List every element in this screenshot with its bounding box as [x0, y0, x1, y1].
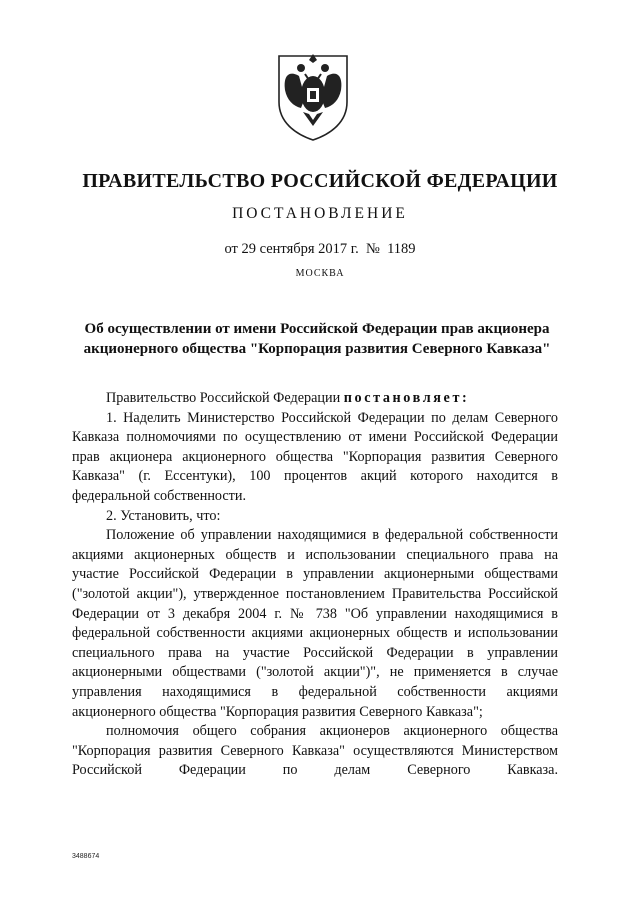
resolves-text: постановляет:: [343, 390, 470, 406]
document-type: ПОСТАНОВЛЕНИЕ: [232, 205, 408, 222]
document-code: 3488674: [72, 853, 100, 860]
intro-paragraph: [72, 389, 558, 409]
intro-text: Правительство Российской Федерации: [106, 390, 341, 406]
decree-body: [72, 389, 558, 781]
paragraph-1: 1. Наделить Министерство Российской Федерации по делам Северного Кавказа полномочиями по осуществлению от имени Российской Федерации прав акционера акционерного общества "Корпорация развития Северного Кавказа" (г. Ессентуки), 100 процентов акций которого находится в федеральной собственности.: [72, 409, 558, 504]
paragraph-4: полномочия общего собрания акционеров акционерного общества "Корпорация развития Северного Кавказа" осуществляются Министерством Российской Федерации по делам Северного Кавказа.: [72, 723, 558, 779]
decree-title: Об осуществлении от имени Российской Федерации прав акционера акционерного общества "Корпорация развития Северного Кавказа": [83, 321, 551, 357]
government-heading: ПРАВИТЕЛЬСТВО РОССИЙСКОЙ ФЕДЕРАЦИИ: [82, 170, 558, 192]
date-prefix: от: [224, 241, 238, 257]
decree-date: 29 сентября 2017 г.: [241, 241, 359, 257]
paragraph-2: 2. Установить, что:: [106, 507, 221, 524]
date-line: [0, 241, 640, 258]
number-sign: №: [365, 241, 380, 257]
city-name: МОСКВА: [295, 268, 345, 279]
paragraph-3: Положение об управлении находящимися в федеральной собственности акциями акционерных обществ и использовании специального права на участие Российской Федерации в управлении акционерными обществами ("золотой акции"), утвержденное постановлением Правительства Российской Федерации от 3 декабря 2004 г. № 738 "Об управлении находящимися в федеральной собственности акциями акционерных обществ и использовании специального права на участие Российской Федерации в управлении акционерными обществами ("золотой акции")", не применяется в случае управления находящимися в федеральной собственности акциями акционерного общества "Корпорация развития Северного Кавказа";: [72, 527, 558, 720]
decree-number: 1189: [387, 241, 416, 257]
coat-of-arms-icon: [275, 50, 351, 142]
